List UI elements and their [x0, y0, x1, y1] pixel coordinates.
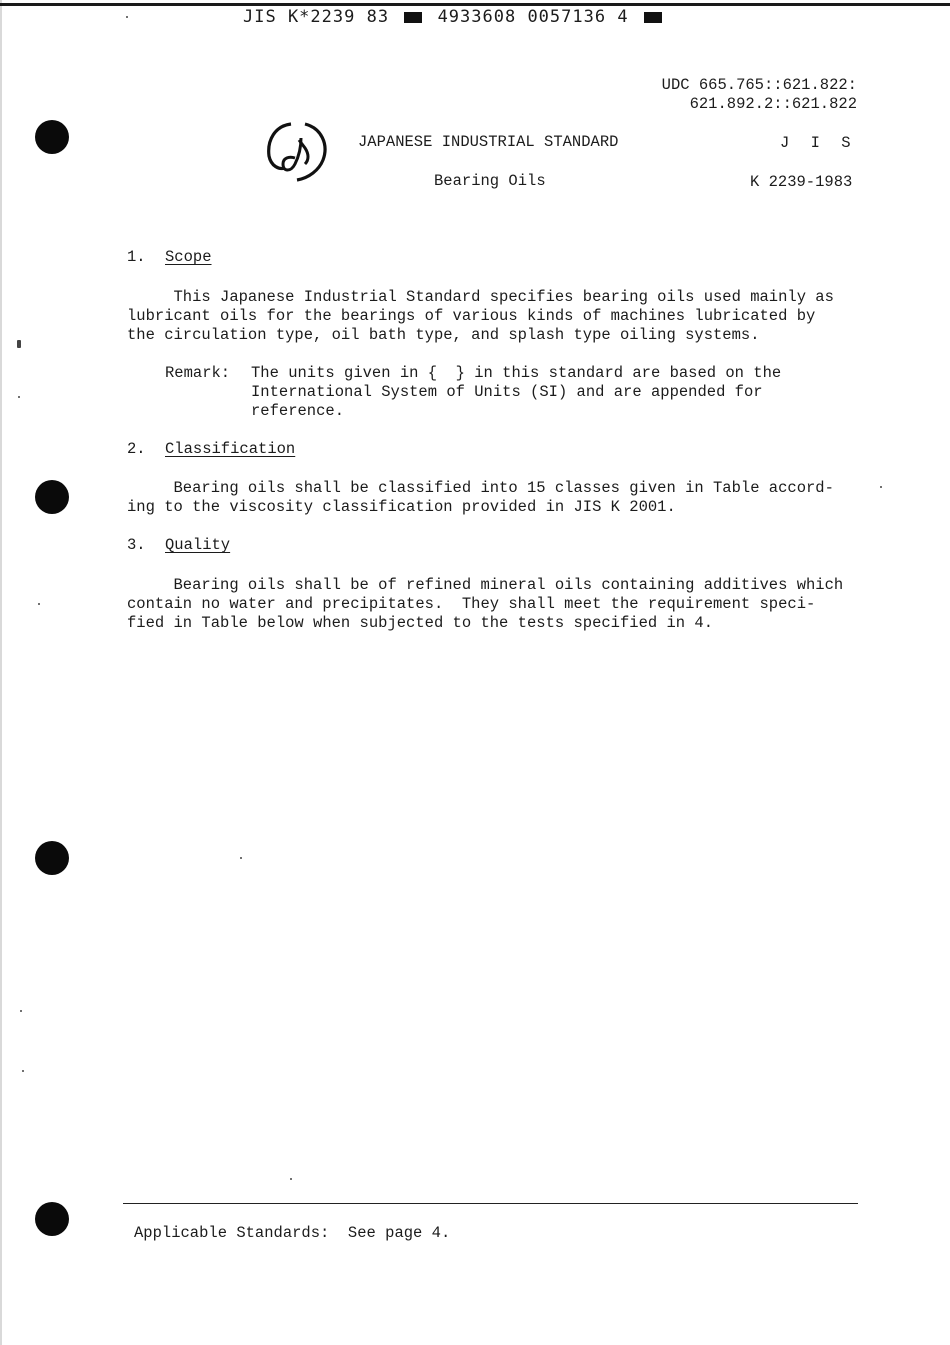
punch-hole — [35, 120, 69, 154]
udc-line2: 621.892.2::621.822 — [689, 95, 857, 113]
scan-speck — [22, 1070, 24, 1072]
udc-block — [662, 76, 857, 114]
scan-speck — [126, 16, 128, 18]
section-title: Quality — [165, 536, 231, 554]
section-body-scope: This Japanese Industrial Standard specifies bearing oils used mainly as lubricant oils for the bearings of various kinds of machines lubricated by the circulation type, oil bath type, and splash type oiling systems. — [127, 288, 834, 344]
scan-speck — [38, 603, 40, 605]
scan-speck — [18, 396, 20, 398]
punch-hole — [35, 841, 69, 875]
scan-speck — [240, 857, 242, 859]
section-number: 3. — [127, 536, 146, 554]
udc-line1: UDC 665.765::621.822: — [661, 76, 857, 94]
section-number: 2. — [127, 440, 146, 458]
header-code-part2: 4933608 0057136 4 — [437, 7, 629, 27]
footer-rule — [123, 1203, 858, 1204]
standard-number: K 2239-1983 — [750, 173, 853, 191]
scan-speck — [20, 1010, 22, 1012]
section-number: 1. — [127, 248, 146, 266]
header-code — [243, 8, 666, 27]
standard-org: JAPANESE INDUSTRIAL STANDARD — [358, 133, 619, 151]
remark-label: Remark: — [165, 364, 231, 382]
section-heading-scope — [127, 248, 212, 267]
document-title: Bearing Oils — [434, 172, 546, 190]
section-title: Classification — [165, 440, 296, 458]
scan-speck — [290, 1178, 292, 1180]
section-body-quality: Bearing oils shall be of refined mineral oils containing additives which contain no water and precipitates. They shall meet the requirement speci- fied in Table below when subjected to the tests specified in 4. — [127, 576, 844, 632]
block-mark — [404, 12, 422, 23]
section-body-classification: Bearing oils shall be classified into 15 classes given in Table accord- ing to the viscosity classification provided in JIS K 2001. — [127, 479, 834, 516]
block-mark — [644, 12, 662, 23]
header-code-part1: JIS K*2239 83 — [243, 7, 390, 27]
standard-mark: J I S — [780, 134, 857, 152]
footer-note: Applicable Standards: See page 4. — [134, 1224, 451, 1242]
remark-text: The units given in { } in this standard are based on the International System of Units (SI) and are appended for reference. — [251, 364, 782, 420]
punch-hole — [35, 480, 69, 514]
scan-speck — [17, 340, 21, 348]
section-heading-quality — [127, 536, 230, 555]
section-heading-classification — [127, 440, 295, 459]
scan-speck — [880, 486, 882, 488]
punch-hole — [35, 1202, 69, 1236]
section-title: Scope — [165, 248, 212, 266]
jis-mark-icon — [265, 118, 331, 190]
scan-edge — [0, 0, 2, 1345]
top-rule — [0, 3, 950, 6]
